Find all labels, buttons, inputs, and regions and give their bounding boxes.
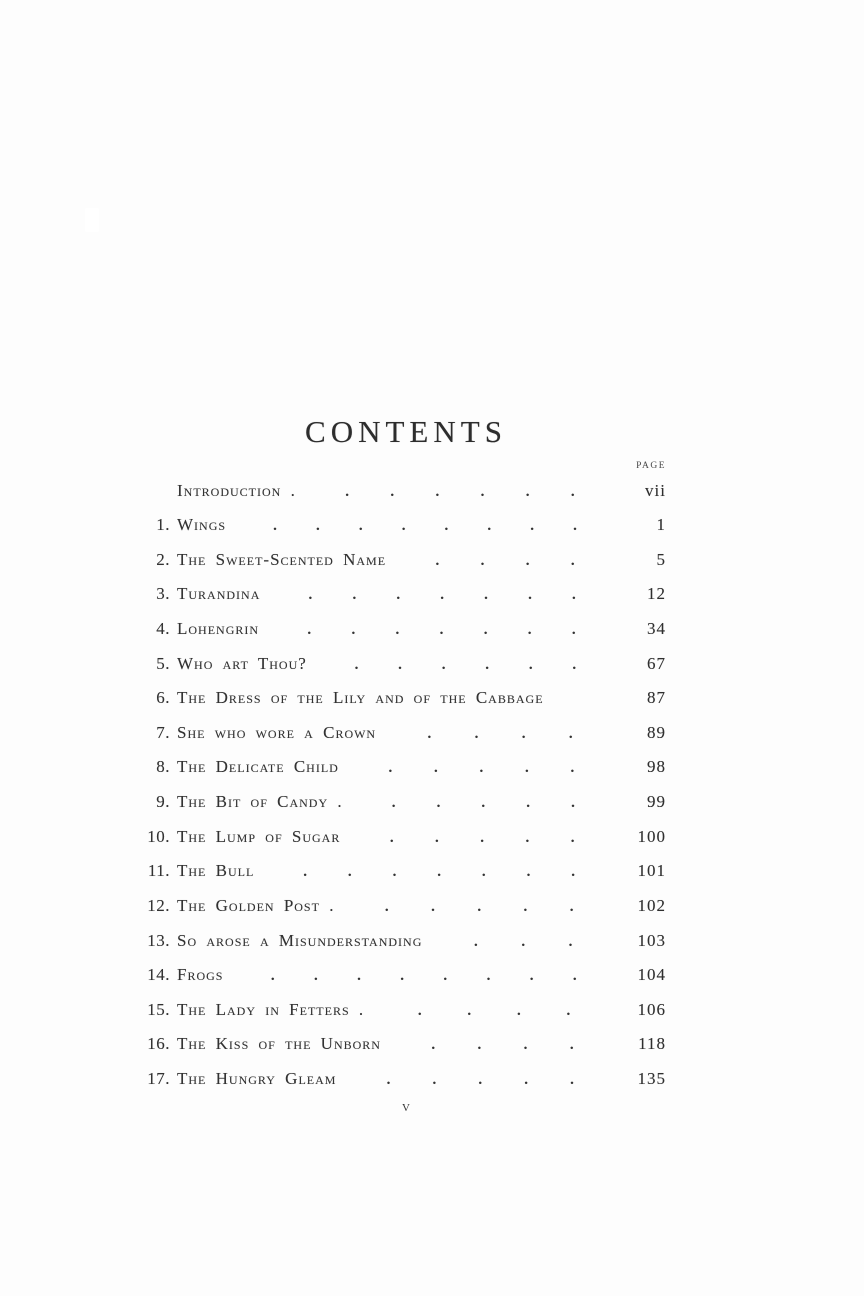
chapter-page-number: 12 <box>647 584 666 604</box>
leader-dot: . <box>401 519 406 535</box>
leader-dot: . <box>427 726 432 742</box>
leader-dot: . <box>347 865 352 881</box>
chapter-title: Lohengrin <box>177 618 260 638</box>
leader-dot: . <box>571 588 576 604</box>
folio-page-number: v <box>402 1098 410 1115</box>
chapter-number: 13. <box>147 930 170 950</box>
leader-dot: . <box>523 899 528 915</box>
leader-dot: . <box>473 934 478 950</box>
dot-leader <box>267 623 616 638</box>
chapter-page-number: 104 <box>637 965 666 985</box>
chapter-page-number: 87 <box>647 688 666 708</box>
toc-row <box>146 792 666 812</box>
toc-row <box>146 896 666 916</box>
leader-dot: . <box>389 830 394 846</box>
toc-row <box>146 1069 666 1089</box>
leader-dot: . <box>400 969 405 985</box>
chapter-number: 16. <box>147 1034 170 1054</box>
toc-row <box>146 757 666 777</box>
chapter-number: 6. <box>156 688 170 708</box>
leader-dot: . <box>477 899 482 915</box>
leader-dot: . <box>525 830 530 846</box>
dot-leader <box>344 1073 616 1088</box>
toc-row <box>146 861 666 881</box>
leader-dot: . <box>308 588 313 604</box>
chapter-title: Turandina <box>177 584 261 604</box>
chapter-title: The Lump of Sugar <box>177 826 341 846</box>
leader-dot: . <box>316 519 320 535</box>
leader-dot: . <box>481 865 486 881</box>
leader-dot: . <box>388 761 393 777</box>
leader-dot: . <box>270 969 275 985</box>
leader-dot: . <box>437 865 441 881</box>
leader-dot: . <box>439 622 444 638</box>
leader-dot: . <box>570 1073 574 1089</box>
dot-leader <box>342 900 616 915</box>
chapter-page-number: 103 <box>637 930 666 950</box>
leader-dot: . <box>273 519 277 535</box>
chapter-page-number: 89 <box>647 722 666 742</box>
leader-dot: . <box>568 726 573 742</box>
leader-dot: . <box>443 969 448 985</box>
chapter-number: 5. <box>156 653 170 673</box>
chapter-page-number: 98 <box>647 757 666 777</box>
chapter-page-number: 101 <box>637 861 666 881</box>
leader-dot: . <box>526 865 531 881</box>
leader-dot: . <box>487 519 492 535</box>
leader-dot: . <box>392 865 397 881</box>
toc-row <box>146 723 666 743</box>
leader-dot: . <box>398 657 402 673</box>
leader-dot: . <box>478 1073 483 1089</box>
leader-dot: . <box>573 519 577 535</box>
toc-row <box>146 515 666 535</box>
toc-row <box>146 827 666 847</box>
leader-dot: . <box>484 588 488 604</box>
chapter-page-number: 135 <box>637 1069 666 1089</box>
chapter-title: Frogs <box>177 965 224 985</box>
leader-dot: . <box>431 899 435 915</box>
toc-row <box>146 584 666 604</box>
leader-dot: . <box>435 830 439 846</box>
leader-dot: . <box>523 1038 528 1054</box>
dot-leader <box>384 727 616 742</box>
chapter-title: The Delicate Child <box>177 757 339 777</box>
leader-dot: . <box>444 519 449 535</box>
chapter-number: 4. <box>156 618 170 638</box>
leader-dot: . <box>572 969 577 985</box>
chapter-page-number: 1 <box>656 515 666 535</box>
chapter-title: She who wore a Crown <box>177 722 377 742</box>
leader-dot: . <box>524 1073 528 1089</box>
leader-dot: . <box>435 484 440 500</box>
leader-dot: . <box>386 1073 391 1089</box>
leader-dot: . <box>352 588 357 604</box>
toc-row <box>146 654 666 674</box>
leader-dot: . <box>354 657 359 673</box>
leader-dot: . <box>570 761 575 777</box>
leader-dot: . <box>483 622 488 638</box>
leader-dot: . <box>467 1003 472 1019</box>
leader-dot: . <box>440 588 445 604</box>
leader-dot: . <box>479 761 484 777</box>
leader-dot: . <box>357 969 361 985</box>
chapter-number: 2. <box>156 549 170 569</box>
leader-dot: . <box>435 553 440 569</box>
leader-dot: . <box>570 553 575 569</box>
leader-dot: . <box>431 1038 436 1054</box>
chapter-number: 1. <box>156 515 170 535</box>
chapter-number: 12. <box>147 895 170 915</box>
chapter-page-number: vii <box>645 480 666 500</box>
leader-dot: . <box>307 622 312 638</box>
leader-dot: . <box>480 830 485 846</box>
leader-dot: . <box>525 484 530 500</box>
chapter-title: The Bull <box>177 861 255 881</box>
leader-dot: . <box>571 865 575 881</box>
leader-dot: . <box>480 484 485 500</box>
chapter-number: 17. <box>147 1069 170 1089</box>
leader-dot: . <box>314 969 318 985</box>
dot-leader <box>430 935 616 950</box>
leader-dot: . <box>417 1003 422 1019</box>
chapter-number: 8. <box>156 757 170 777</box>
leader-dot: . <box>570 830 575 846</box>
toc-row <box>146 1000 666 1020</box>
chapter-page-number: 67 <box>647 653 666 673</box>
chapter-page-number: 99 <box>647 792 666 812</box>
leader-dot: . <box>477 1038 482 1054</box>
leader-dot: . <box>396 588 401 604</box>
leader-dot: . <box>481 796 486 812</box>
toc-row <box>146 1034 666 1054</box>
leader-dot: . <box>521 934 526 950</box>
page-column-header: PAGE <box>636 461 666 471</box>
dot-leader <box>351 796 616 811</box>
toc-row <box>146 550 666 570</box>
chapter-number: 15. <box>147 999 170 1019</box>
leader-dot: . <box>303 865 307 881</box>
toc-row <box>146 931 666 951</box>
leader-dot: . <box>390 484 395 500</box>
leader-dot: . <box>391 796 396 812</box>
leader-dot: . <box>516 1003 521 1019</box>
leader-dot: . <box>474 726 479 742</box>
chapter-title: The Bit of Candy . <box>177 792 343 812</box>
toc-row <box>146 688 666 708</box>
leader-dot: . <box>480 553 485 569</box>
dot-leader <box>231 969 616 984</box>
leader-dot: . <box>395 622 400 638</box>
chapter-number: 9. <box>156 792 170 812</box>
dot-leader <box>389 1038 616 1053</box>
chapter-number: 3. <box>156 584 170 604</box>
chapter-title: The Golden Post . <box>177 895 335 915</box>
chapter-title: Wings <box>177 515 227 535</box>
dot-leader <box>347 761 616 776</box>
leader-dot: . <box>434 761 438 777</box>
toc-row <box>146 619 666 639</box>
chapter-page-number: 106 <box>637 999 666 1019</box>
leader-dot: . <box>358 519 363 535</box>
chapter-number: 10. <box>147 826 170 846</box>
dot-leader <box>394 554 616 569</box>
leader-dot: . <box>571 622 576 638</box>
page-title: CONTENTS <box>305 414 507 449</box>
chapter-number: 7. <box>156 722 170 742</box>
chapter-page-number: 118 <box>638 1034 666 1054</box>
toc-row <box>146 481 666 501</box>
leader-dot: . <box>569 899 574 915</box>
leader-dot: . <box>566 1003 571 1019</box>
dot-leader <box>372 1004 616 1019</box>
leader-dot: . <box>527 622 532 638</box>
dot-leader <box>262 865 616 880</box>
dot-leader <box>234 519 616 534</box>
chapter-number: 11. <box>147 861 170 881</box>
leader-dot: . <box>525 553 530 569</box>
leader-dot: . <box>568 934 573 950</box>
leader-dot: . <box>569 1038 574 1054</box>
chapter-title: The Lady in Fetters . <box>177 999 365 1019</box>
chapter-title: Who art Thou? <box>177 653 307 673</box>
chapter-title: The Dress of the Lily and of the Cabbage <box>177 688 544 708</box>
leader-dot: . <box>525 761 529 777</box>
leader-dot: . <box>432 1073 437 1089</box>
scan-artifact <box>85 208 99 232</box>
leader-dot: . <box>530 519 534 535</box>
leader-dot: . <box>486 969 491 985</box>
chapter-title: The Hungry Gleam <box>177 1069 337 1089</box>
leader-dot: . <box>528 588 532 604</box>
chapter-page-number: 102 <box>637 895 666 915</box>
chapter-page-number: 34 <box>647 618 666 638</box>
dot-leader <box>315 658 616 673</box>
leader-dot: . <box>384 899 389 915</box>
chapter-title: The Sweet-Scented Name <box>177 549 387 569</box>
leader-dot: . <box>436 796 441 812</box>
chapter-page-number: 5 <box>656 549 666 569</box>
chapter-title: The Kiss of the Unborn <box>177 1034 381 1054</box>
leader-dot: . <box>529 969 534 985</box>
chapter-page-number: 100 <box>637 826 666 846</box>
leader-dot: . <box>571 796 575 812</box>
leader-dot: . <box>345 484 349 500</box>
chapter-number: 14. <box>147 965 170 985</box>
leader-dot: . <box>485 657 490 673</box>
dot-leader <box>304 485 616 500</box>
leader-dot: . <box>526 796 531 812</box>
chapter-title: Introduction . <box>177 480 296 500</box>
leader-dot: . <box>570 484 575 500</box>
leader-dot: . <box>521 726 526 742</box>
leader-dot: . <box>528 657 533 673</box>
leader-dot: . <box>572 657 577 673</box>
toc-row <box>146 965 666 985</box>
chapter-title: So arose a Misunderstanding <box>177 930 423 950</box>
leader-dot: . <box>351 622 356 638</box>
dot-leader <box>348 831 616 846</box>
dot-leader <box>268 588 616 603</box>
leader-dot: . <box>441 657 446 673</box>
